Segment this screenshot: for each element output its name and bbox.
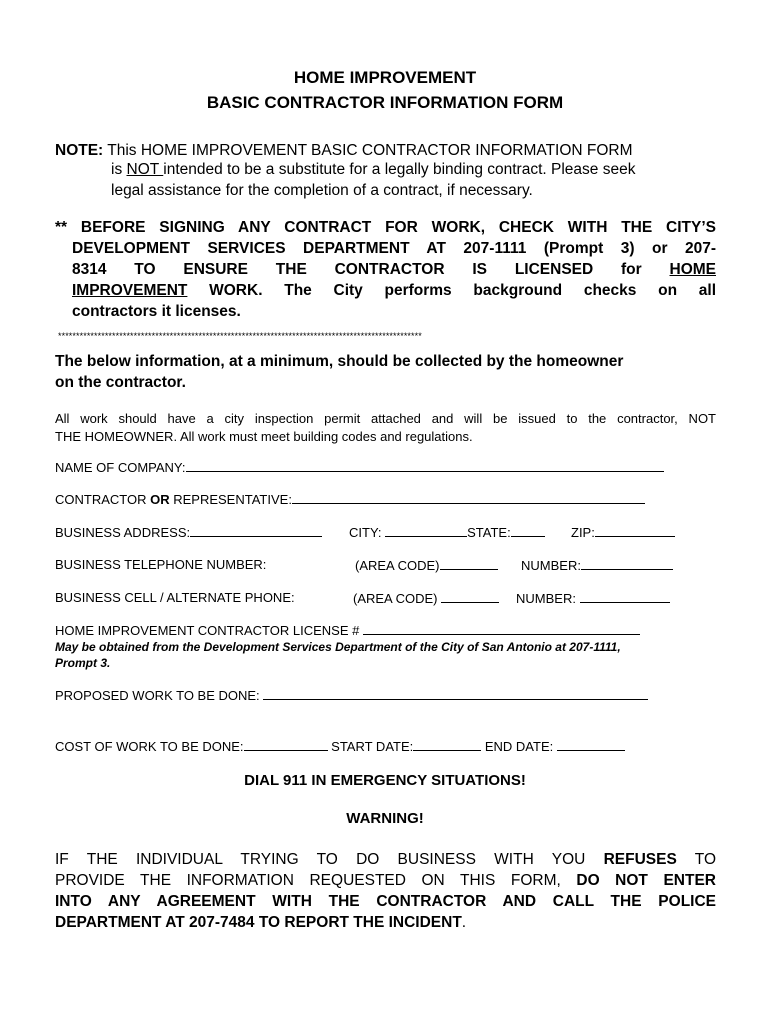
cell-number-field[interactable] [580, 590, 670, 603]
cost-row: COST OF WORK TO BE DONE: START DATE: END DATE: [55, 738, 625, 754]
warning-heading: WARNING! [346, 810, 424, 827]
phone-label: BUSINESS TELEPHONE NUMBER: [55, 557, 267, 572]
license-note-line-2: Prompt 3. [55, 656, 111, 670]
cost-field[interactable] [244, 738, 328, 751]
asterisk-separator: ***************************************************************************************************** [58, 331, 422, 341]
phone-area-field[interactable] [440, 557, 498, 570]
cell-number-row: NUMBER: [516, 590, 670, 606]
phone-number-row: NUMBER: [521, 557, 673, 573]
proposed-field[interactable] [263, 687, 648, 700]
title-line-2: BASIC CONTRACTOR INFORMATION FORM [206, 93, 564, 112]
phone-number-field[interactable] [581, 557, 673, 570]
intro-line-1: The below information, at a minimum, should be collected by the homeowner [55, 353, 624, 370]
company-label: NAME OF COMPANY: [55, 460, 186, 475]
company-row [55, 459, 664, 475]
title-line-1: HOME IMPROVEMENT [293, 68, 477, 87]
warning-line-2: DEVELOPMENT SERVICES DEPARTMENT AT 207-1111 (Prompt 3) or 207- [72, 240, 716, 257]
warning-line-4: IMPROVEMENT WORK. The City performs background checks on all [72, 282, 716, 299]
city-row: CITY: STATE: [349, 524, 545, 540]
contractor-field[interactable] [292, 491, 645, 504]
note-label: NOTE: [55, 142, 104, 159]
license-row: HOME IMPROVEMENT CONTRACTOR LICENSE # [55, 622, 640, 638]
warning-line-5: contractors it licenses. [72, 303, 241, 320]
cell-area-field[interactable] [441, 590, 499, 603]
proposed-row: PROPOSED WORK TO BE DONE: [55, 687, 648, 703]
final-line-2: PROVIDE THE INFORMATION REQUESTED ON THIS FORM, DO NOT ENTER [55, 872, 716, 889]
license-note-line-1: May be obtained from the Development Services Department of the City of San Antonio at 207-1111, [55, 640, 621, 654]
company-field[interactable] [186, 459, 664, 472]
start-date-field[interactable] [413, 738, 481, 751]
final-line-1: IF THE INDIVIDUAL TRYING TO DO BUSINESS WITH YOU REFUSES TO [55, 851, 717, 868]
license-field[interactable] [363, 622, 640, 635]
cell-label: BUSINESS CELL / ALTERNATE PHONE: [55, 590, 295, 605]
intro-line-2: on the contractor. [55, 374, 186, 391]
city-field[interactable] [385, 524, 467, 537]
cell-area-row: (AREA CODE) [353, 590, 499, 606]
note-line-3: legal assistance for the completion of a contract, if necessary. [111, 182, 533, 199]
warning-line-3: 8314 TO ENSURE THE CONTRACTOR IS LICENSED for HOME [72, 261, 716, 278]
final-line-4: DEPARTMENT AT 207-7484 TO REPORT THE INCIDENT. [55, 914, 467, 931]
warning-line-1: ** BEFORE SIGNING ANY CONTRACT FOR WORK, CHECK WITH THE CITY’S [55, 219, 716, 236]
final-line-3: INTO ANY AGREEMENT WITH THE CONTRACTOR AND CALL THE POLICE [55, 893, 716, 910]
permit-note-line-2: THE HOMEOWNER. All work must meet building codes and regulations. [55, 429, 473, 444]
permit-note-line-1: All work should have a city inspection permit attached and will be issued to the contractor, NOT [55, 411, 716, 426]
end-date-field[interactable] [557, 738, 625, 751]
note-line-2: is NOT intended to be a substitute for a legally binding contract. Please seek [111, 161, 636, 178]
note-line-1: NOTE: This HOME IMPROVEMENT BASIC CONTRACTOR INFORMATION FORM [55, 142, 633, 159]
emergency-notice: DIAL 911 IN EMERGENCY SITUATIONS! [244, 772, 526, 789]
address-row: BUSINESS ADDRESS: [55, 524, 322, 540]
contractor-row: CONTRACTOR OR REPRESENTATIVE: [55, 491, 645, 507]
phone-area-row: (AREA CODE) [355, 557, 498, 573]
state-field[interactable] [511, 524, 545, 537]
zip-field[interactable] [595, 524, 675, 537]
address-field[interactable] [190, 524, 322, 537]
zip-row: ZIP: [571, 524, 675, 540]
